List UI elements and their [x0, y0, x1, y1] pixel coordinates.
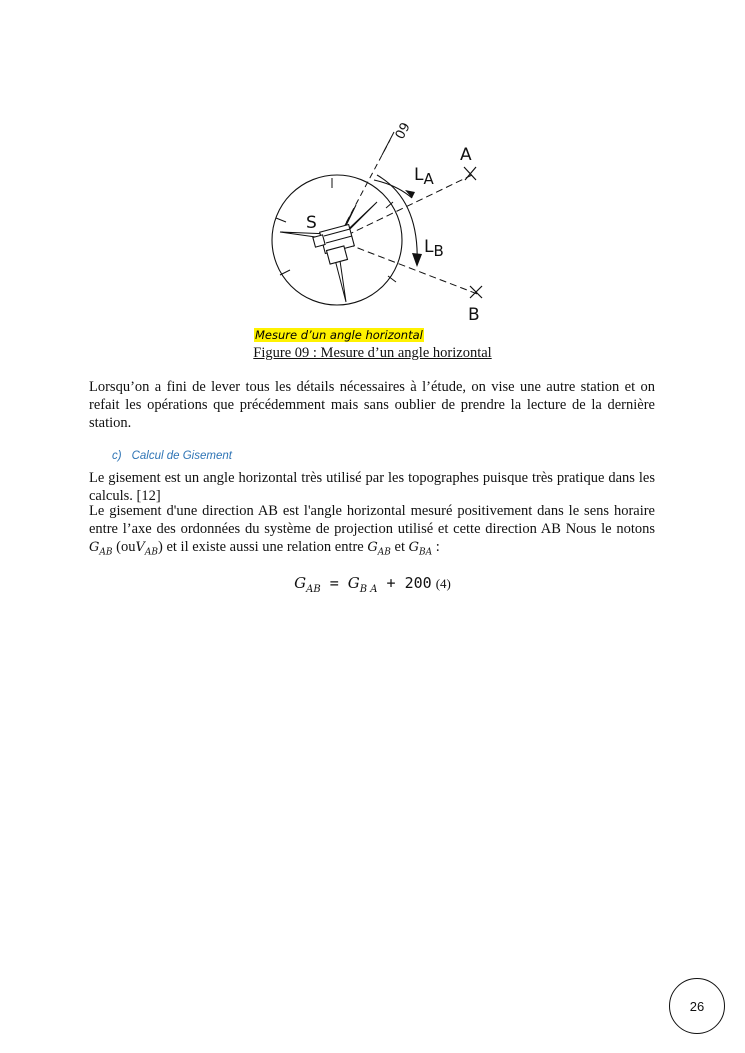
equation-number: (4) [435, 576, 451, 591]
highlighted-caption: Mesure d’un angle horizontal [255, 328, 423, 342]
page-number: 26 [669, 978, 725, 1034]
station-label: S [306, 213, 317, 233]
instrument [313, 224, 354, 264]
angle-b-label: LB [424, 237, 444, 260]
figure-caption-text: Figure 09 : Mesure d’un angle horizontal [253, 345, 492, 361]
paragraph-gisement-definition [89, 502, 655, 562]
angle-measurement-figure [262, 110, 502, 325]
equation-constant: + 200 [377, 574, 432, 592]
section-number: c) [112, 450, 122, 462]
definition-end: : [432, 539, 440, 555]
angle-arc-b-arrow [412, 253, 422, 267]
direction-a [337, 175, 472, 240]
paragraph-station: Lorsqu’on a fini de lever tous les détails nécessaires à l’étude, on vise une autre station et on refait les opérations que précédemment mais sans oublier de prendre la lecture de la dernière station. [89, 379, 655, 431]
section-heading [112, 450, 232, 462]
point-b-label: B [468, 305, 480, 325]
angle-arc-a [374, 180, 412, 198]
definition-mid: ) et il existe aussi une relation entre [158, 539, 368, 555]
north-mark-label: 09 [392, 120, 414, 142]
symbol-g-ab-2: $G_{AB}$ [367, 540, 391, 558]
figure-caption [0, 344, 745, 362]
point-a-label: A [460, 145, 472, 165]
equation-4 [0, 573, 745, 600]
point-a-cross [464, 167, 476, 180]
symbol-g-ab: $G_{AB}$ [89, 540, 113, 558]
section-title: Calcul de Gisement [131, 450, 232, 462]
definition-text: Le gisement d'une direction AB est l'angle horizontal mesuré positivement dans le sens horaire entre l’axe des ordonnées du système de projection utilisé et cette direction AB Nous le notons [89, 503, 655, 537]
symbol-v-ab: $V_{AB}$ [135, 540, 158, 558]
angle-a-label: LA [414, 165, 434, 188]
definition-and: et [390, 539, 409, 555]
paragraph-gisement-intro: Le gisement est un angle horizontal très utilisé par les topographes puisque très pratique dans les calculs. [12] [89, 470, 655, 504]
direction-b [337, 240, 480, 295]
equation-lhs: $G_{AB}$ [294, 574, 321, 595]
equation-rhs: $G_{B A}$ [347, 574, 378, 595]
symbol-g-ba: $G_{BA}$ [408, 540, 433, 558]
angle-diagram [262, 110, 502, 325]
equation-equals: = [320, 574, 348, 592]
definition-open: (ou [112, 539, 136, 555]
